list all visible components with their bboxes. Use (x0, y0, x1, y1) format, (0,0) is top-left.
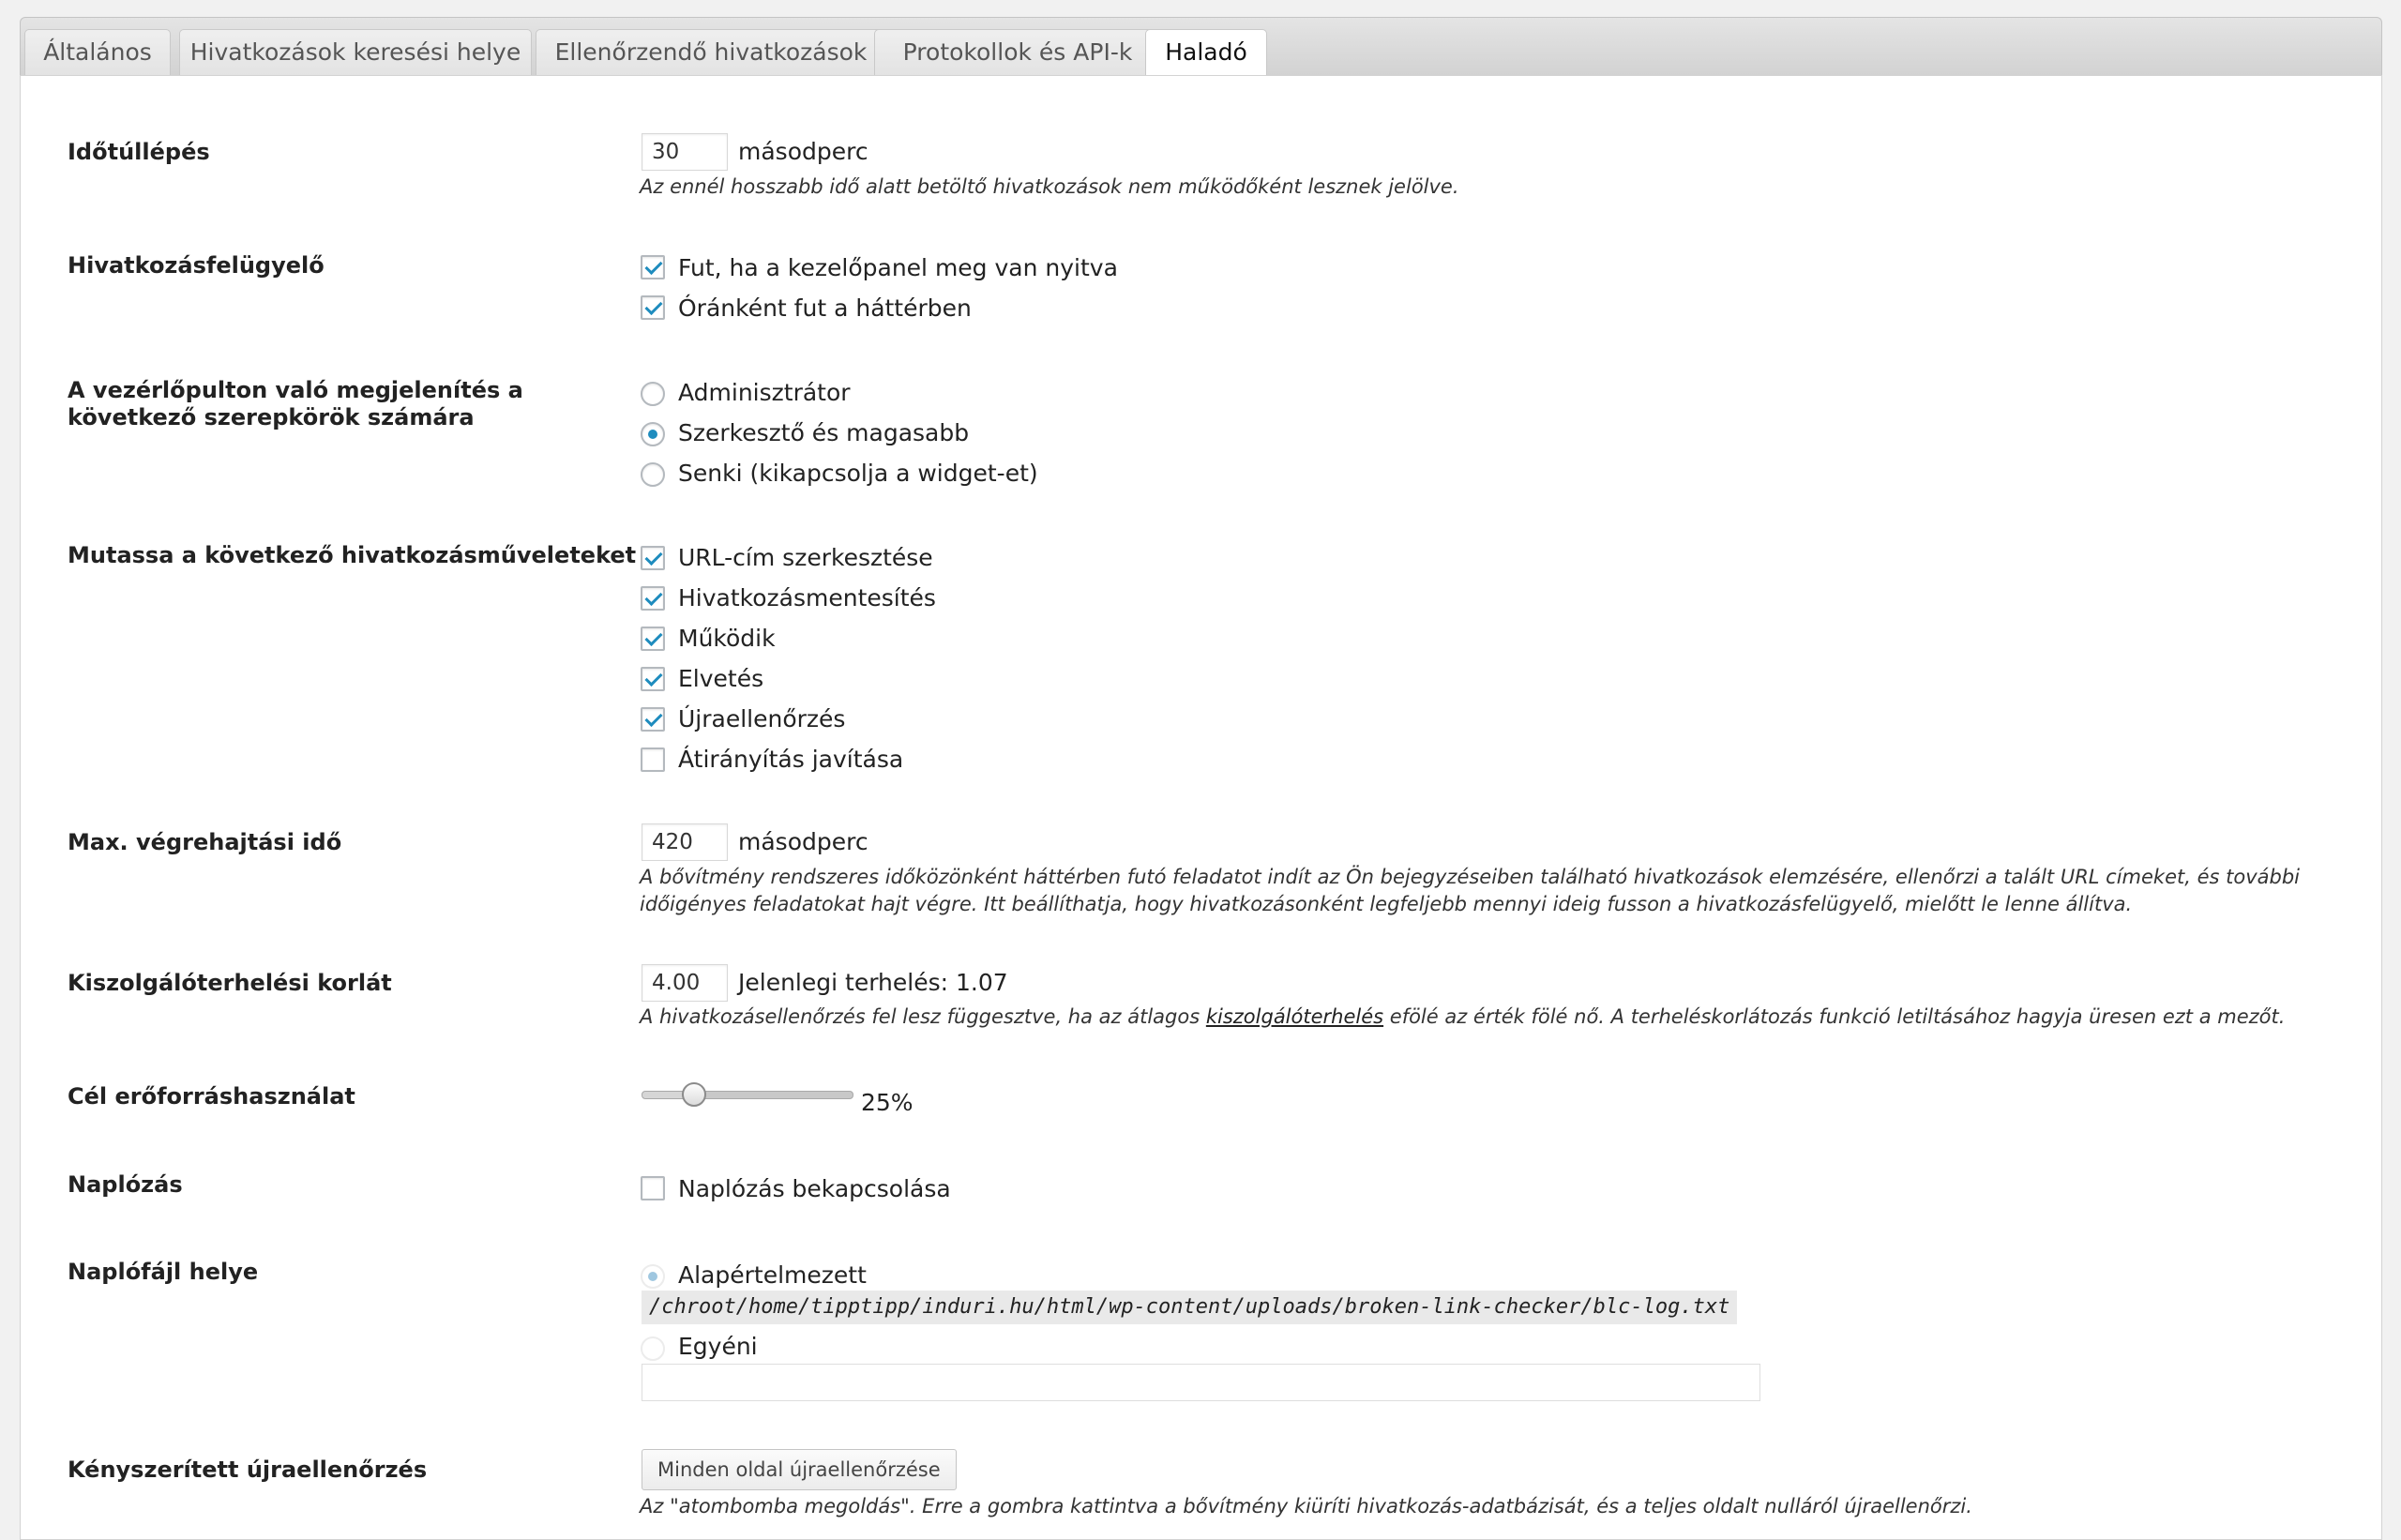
timeout-label: Időtúllépés (68, 139, 210, 165)
tab-protocols-apis[interactable]: Protokollok és API-k (874, 29, 1161, 75)
tab-links-to-check[interactable]: Ellenőrzendő hivatkozások (536, 29, 886, 75)
resource-usage-label: Cél erőforráshasználat (68, 1083, 355, 1110)
tab-link-locations[interactable]: Hivatkozások keresési helye (179, 29, 532, 75)
load-limit-label: Kiszolgálóterhelési korlát (68, 970, 392, 996)
load-limit-description-before: A hivatkozásellenőrzés fel lesz függesztve, ha az átlagos (640, 1005, 1206, 1028)
action-dismiss-checkbox[interactable] (641, 667, 665, 691)
monitor-label: Hivatkozásfelügyelő (68, 252, 325, 279)
monitor-dashboard-label: Fut, ha a kezelőpanel meg van nyitva (678, 254, 1118, 281)
default-log-path: /chroot/home/tipptipp/induri.hu/html/wp-content/uploads/broken-link-checker/blc-log.txt (642, 1291, 1737, 1324)
custom-log-path-input[interactable] (642, 1364, 1760, 1401)
timeout-input[interactable] (642, 133, 728, 171)
role-admin-label: Adminisztrátor (678, 379, 851, 406)
logging-label: Naplózás (68, 1171, 183, 1198)
role-nobody-radio[interactable] (641, 462, 665, 487)
action-edit-url-checkbox[interactable] (641, 546, 665, 570)
role-nobody-label: Senki (kikapcsolja a widget-et) (678, 460, 1038, 487)
forced-recheck-description: Az "atombomba megoldás". Erre a gombra kattintva a bővítmény kiüríti hivatkozás-adatbázisát, és a teljes oldalt nulláról újraellenőrzi. (640, 1495, 1972, 1517)
max-exec-label: Max. végrehajtási idő (68, 829, 342, 855)
resource-slider-handle[interactable] (682, 1082, 706, 1107)
recheck-all-button[interactable]: Minden oldal újraellenőrzése (642, 1449, 957, 1490)
tab-advanced[interactable]: Haladó (1145, 29, 1267, 76)
resource-slider-track[interactable] (642, 1091, 853, 1099)
dashboard-roles-label-line2: következő szerepkörök számára (68, 404, 475, 430)
max-exec-description-line1: A bővítmény rendszeres időközönként háttérben futó feladatot indít az Ön bejegyzéseiben található hivatkozások elemzésére, ellenőrzi a talált URL címeket, és további (640, 866, 2300, 888)
action-recheck-checkbox[interactable] (641, 707, 665, 732)
forced-recheck-label: Kényszerített újraellenőrzés (68, 1457, 428, 1483)
resource-usage-value: 25% (861, 1089, 914, 1116)
timeout-unit: másodperc (738, 138, 868, 165)
timeout-description: Az ennél hosszabb idő alatt betöltő hivatkozások nem működőként lesznek jelölve. (640, 175, 1459, 198)
logging-enable-label: Naplózás bekapcsolása (678, 1175, 951, 1202)
max-exec-input[interactable] (642, 823, 728, 861)
action-recheck-label: Újraellenőrzés (678, 705, 846, 732)
log-location-custom-radio[interactable] (641, 1336, 665, 1361)
log-location-default-label: Alapértelmezett (678, 1261, 867, 1289)
role-editor-label: Szerkesztő és magasabb (678, 419, 970, 446)
action-unlink-checkbox[interactable] (641, 586, 665, 611)
action-unlink-label: Hivatkozásmentesítés (678, 584, 936, 611)
log-location-custom-label: Egyéni (678, 1333, 758, 1360)
action-not-broken-checkbox[interactable] (641, 627, 665, 651)
log-location-default-radio[interactable] (641, 1264, 665, 1289)
current-load-text: Jelenlegi terhelés: 1.07 (738, 969, 1008, 996)
max-exec-unit: másodperc (738, 828, 868, 855)
monitor-hourly-label: Óránként fut a háttérben (678, 294, 972, 322)
logging-enable-checkbox[interactable] (641, 1176, 665, 1200)
monitor-dashboard-checkbox[interactable] (641, 255, 665, 279)
action-dismiss-label: Elvetés (678, 665, 764, 692)
tab-general[interactable]: Általános (24, 29, 171, 75)
load-limit-description-after: efölé az érték fölé nő. A terheléskorlátozás funkció letiltásához hagyja üresen ezt a mezőt. (1383, 1005, 2286, 1028)
tab-bar (20, 17, 2382, 76)
server-load-link[interactable]: kiszolgálóterhelés (1205, 1005, 1384, 1028)
monitor-hourly-checkbox[interactable] (641, 295, 665, 320)
load-limit-input[interactable] (642, 964, 728, 1002)
dashboard-roles-label-line1: A vezérlőpulton való megjelenítés a (68, 377, 523, 403)
action-edit-url-label: URL-cím szerkesztése (678, 544, 933, 571)
log-file-label: Naplófájl helye (68, 1259, 259, 1285)
max-exec-description-line2: időigényes feladatokat hajt végre. Itt beállíthatja, hogy hivatkozásonként legfeljebb mennyi ideig fusson a hivatkozásfelügyelő, mielőtt le lenne állítva. (640, 893, 2133, 915)
load-limit-description (640, 1003, 2285, 1031)
role-admin-radio[interactable] (641, 382, 665, 406)
action-fix-redirect-checkbox[interactable] (641, 747, 665, 772)
link-actions-label: Mutassa a következő hivatkozásműveleteket (68, 542, 637, 568)
role-editor-radio[interactable] (641, 422, 665, 446)
action-not-broken-label: Működik (678, 625, 776, 652)
action-fix-redirect-label: Átirányítás javítása (678, 746, 904, 773)
